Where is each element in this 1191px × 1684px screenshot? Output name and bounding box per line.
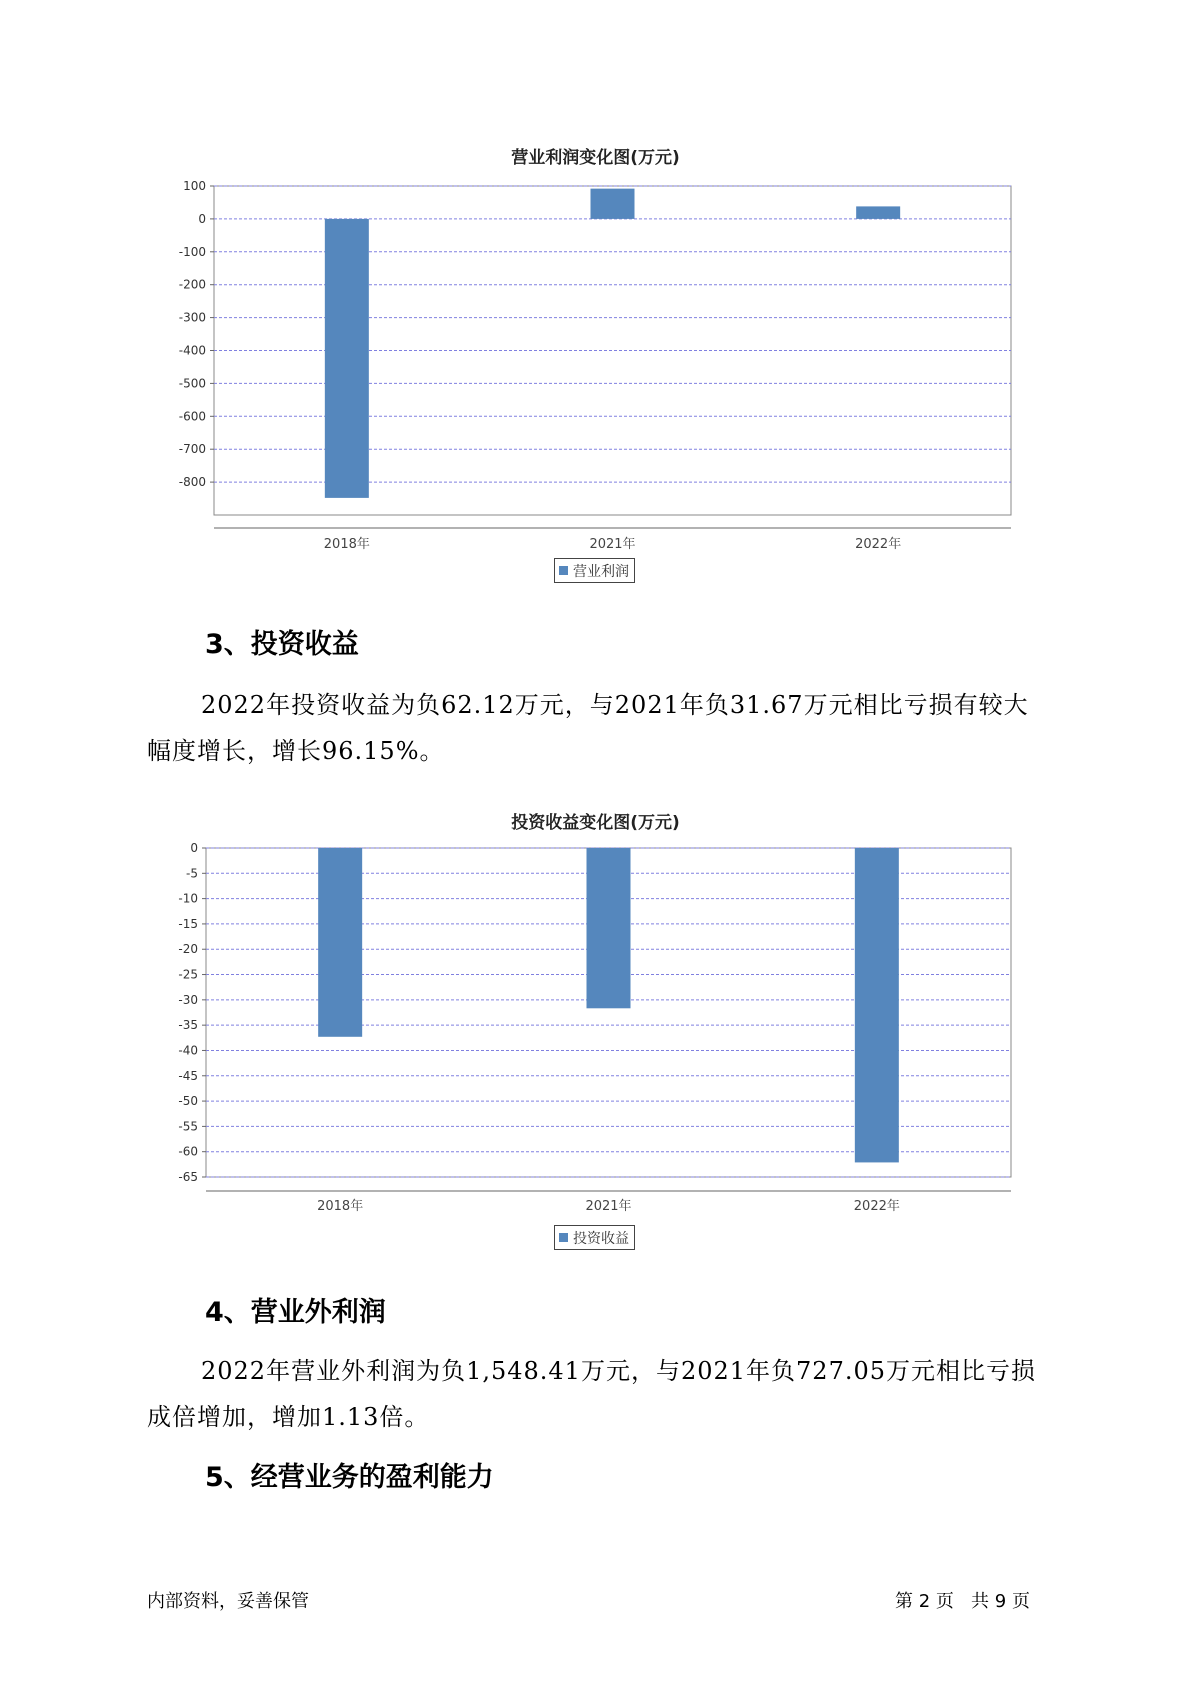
y-tick-label: -600 — [178, 409, 206, 424]
chart2-legend-label: 投资收益 — [573, 1230, 629, 1247]
y-tick-label: -55 — [178, 1119, 198, 1134]
y-tick-label: -45 — [178, 1068, 198, 1083]
y-tick-label: -400 — [178, 343, 206, 358]
investment-income-chart — [0, 840, 1191, 1214]
section-5-heading: 5、经营业务的盈利能力 — [205, 1462, 494, 1493]
y-tick-label: 100 — [183, 179, 206, 193]
y-tick-label: 0 — [190, 841, 198, 855]
y-tick-label: -20 — [178, 942, 198, 957]
y-tick-label: -65 — [178, 1170, 198, 1184]
section-4-heading: 4、营业外利润 — [205, 1297, 386, 1328]
y-tick-label: -500 — [178, 376, 206, 391]
x-tick-label: 2022年 — [855, 537, 902, 552]
y-tick-label: -25 — [178, 967, 198, 982]
x-tick-label: 2021年 — [589, 537, 636, 552]
section-3-heading: 3、投资收益 — [205, 629, 359, 660]
footer-page-number: 第 2 页 共 9 页 — [895, 1591, 1030, 1612]
bar-2021年 — [587, 848, 631, 1008]
y-tick-label: -10 — [178, 891, 198, 906]
y-tick-label: -35 — [178, 1018, 198, 1033]
legend-swatch-icon — [559, 1233, 568, 1242]
y-tick-label: -15 — [178, 916, 198, 931]
y-tick-label: -50 — [178, 1094, 198, 1109]
y-tick-label: -100 — [178, 244, 206, 259]
y-tick-label: -60 — [178, 1144, 198, 1159]
x-tick-label: 2018年 — [317, 1199, 364, 1214]
y-tick-label: -200 — [178, 277, 206, 292]
section-3-paragraph: 2022年投资收益为负62.12万元，与2021年负31.67万元相比亏损有较大幅度增长，增长96.15%。 — [147, 691, 1029, 765]
y-tick-label: -30 — [178, 992, 198, 1007]
bar-2022年 — [855, 848, 899, 1162]
legend-swatch-icon — [559, 566, 568, 575]
y-tick-label: -300 — [178, 310, 206, 325]
y-tick-label: -700 — [178, 442, 206, 457]
operating-profit-chart — [0, 180, 1191, 550]
bar-2018年 — [318, 848, 362, 1037]
y-tick-label: -5 — [186, 866, 198, 881]
bar-2022年 — [856, 206, 900, 219]
chart1-legend-label: 营业利润 — [573, 563, 629, 580]
chart2-title: 投资收益变化图(万元) — [511, 813, 680, 833]
footer-confidential-note: 内部资料，妥善保管 — [147, 1591, 309, 1612]
x-tick-label: 2022年 — [853, 1199, 900, 1214]
section-4-paragraph: 2022年营业外利润为负1,548.41万元，与2021年负727.05万元相比亏损成倍增加，增加1.13倍。 — [147, 1357, 1037, 1431]
chart1-legend — [554, 558, 635, 583]
x-tick-label: 2021年 — [585, 1199, 632, 1214]
y-tick-label: 0 — [198, 211, 206, 226]
x-tick-label: 2018年 — [323, 537, 370, 552]
chart1-title: 营业利润变化图(万元) — [511, 148, 680, 168]
chart2-legend — [554, 1225, 635, 1250]
y-tick-label: -40 — [178, 1043, 198, 1058]
y-tick-label: -800 — [178, 475, 206, 490]
bar-2018年 — [325, 219, 369, 498]
bar-2021年 — [591, 189, 635, 219]
